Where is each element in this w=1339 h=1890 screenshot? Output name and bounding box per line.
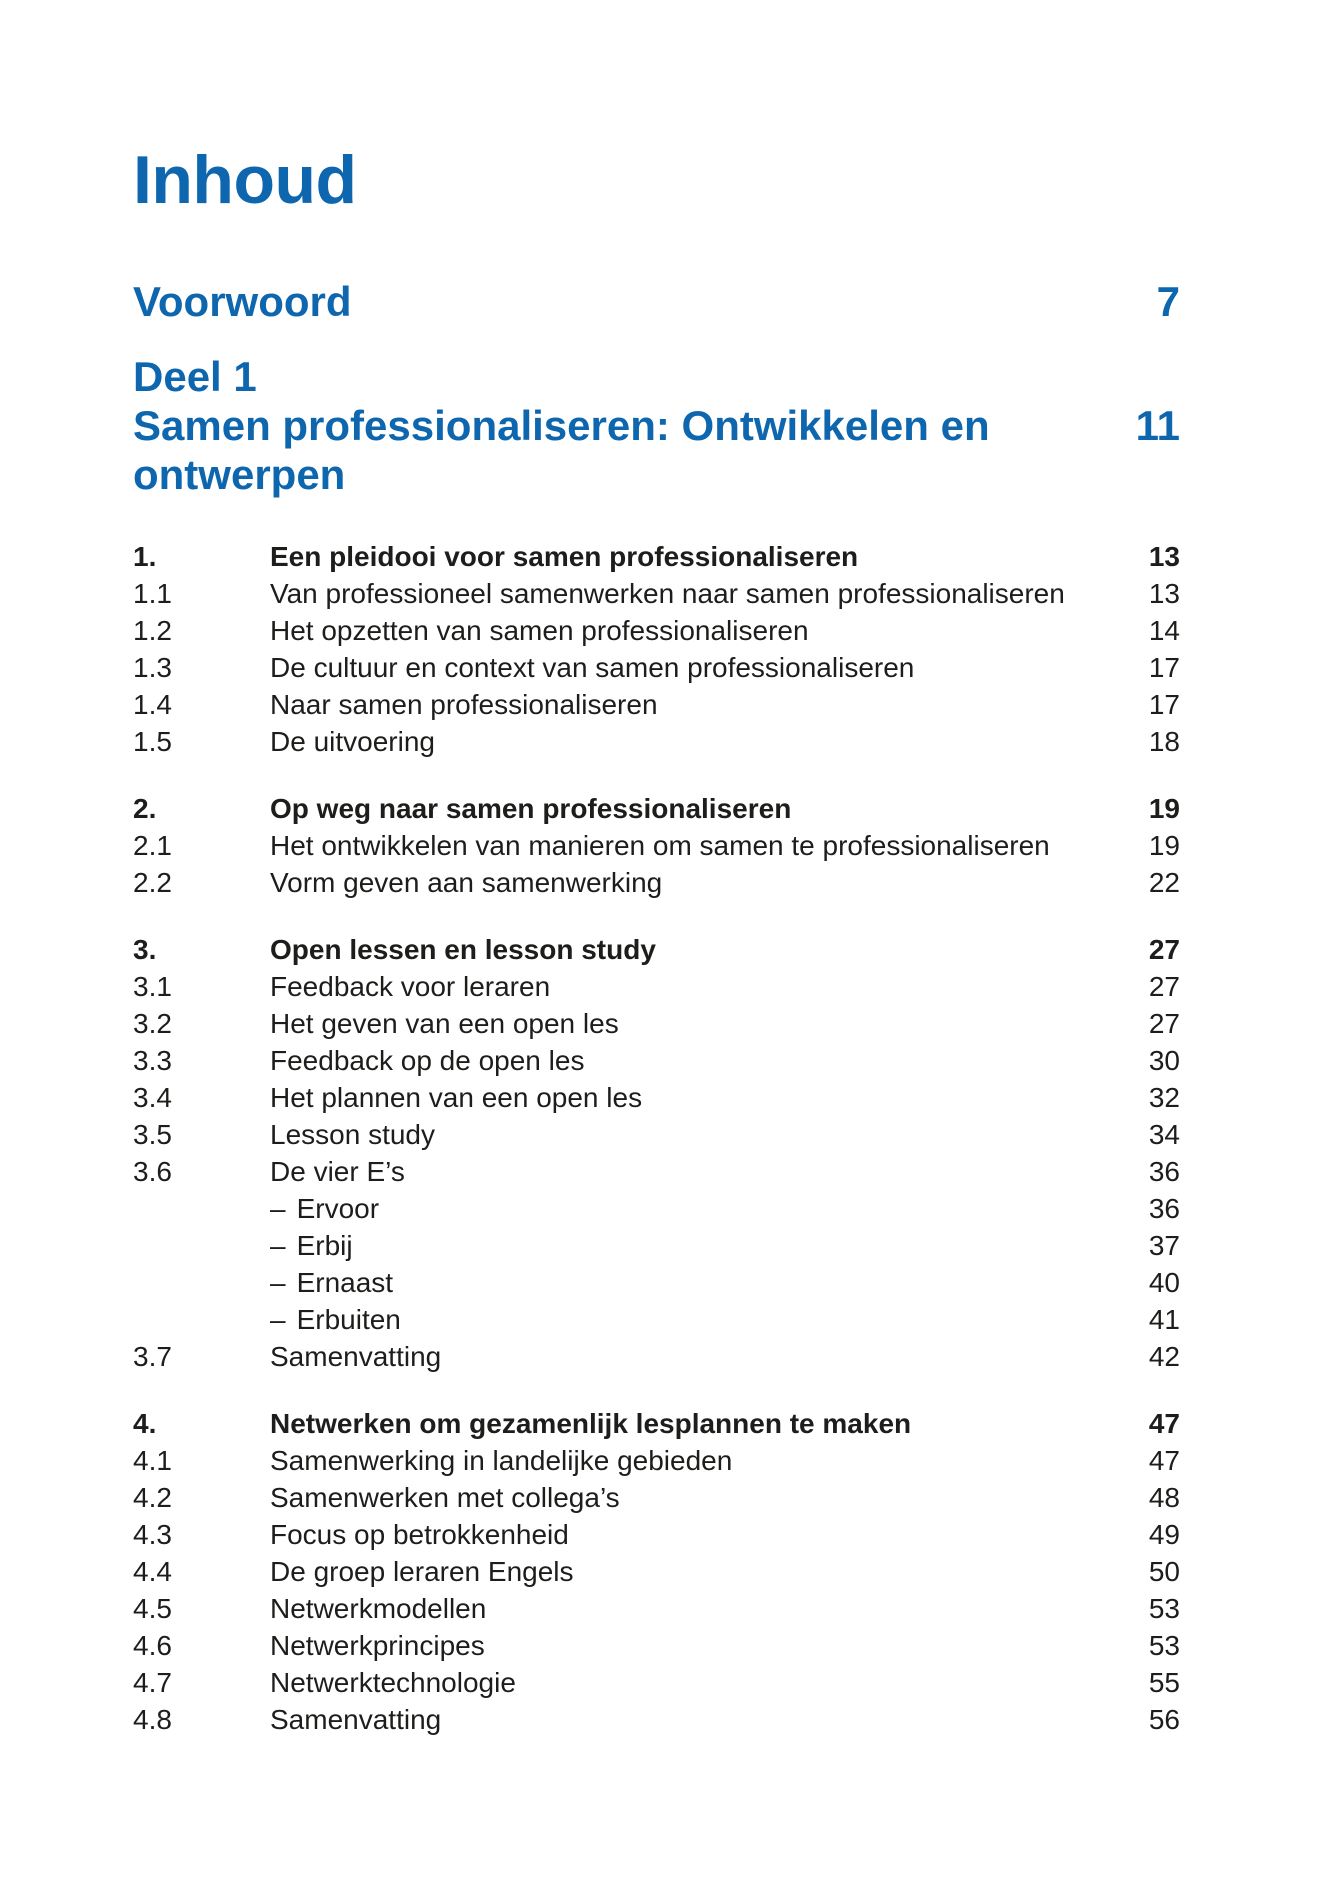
toc-section-row (133, 612, 1180, 649)
toc-entry-number: 2.2 (133, 867, 172, 898)
toc-entry-number: 1.4 (133, 689, 172, 720)
bullet-dash: – (270, 1230, 286, 1261)
part-label: Deel 1 (133, 353, 257, 400)
toc-entry-number: 1.3 (133, 652, 172, 683)
toc-entry-number: 3.3 (133, 1045, 172, 1076)
toc-entry-title: De groep leraren Engels (270, 1556, 574, 1587)
toc-section-row (133, 1479, 1180, 1516)
toc-entry-title: Netwerkmodellen (270, 1593, 487, 1624)
toc-entry-number: 1.2 (133, 615, 172, 646)
bullet-dash: – (270, 1267, 286, 1298)
toc-entry-title: Samenwerking in landelijke gebieden (270, 1445, 733, 1476)
toc-section-row (133, 827, 1180, 864)
toc-section-row (133, 1701, 1180, 1738)
toc-entry-number: 1. (133, 541, 157, 572)
toc-entry-page-number: 50 (1148, 1556, 1180, 1587)
toc-entry-page-number: 40 (1148, 1267, 1180, 1298)
toc-entry-title: Samenvatting (270, 1704, 442, 1735)
toc-section-row (133, 1153, 1180, 1190)
toc-chapter-row (133, 931, 1180, 968)
toc-entry-title: Netwerkprincipes (270, 1630, 485, 1661)
toc-section-row (133, 1664, 1180, 1701)
toc-entry-title: Het opzetten van samen professionaliseren (270, 615, 809, 646)
toc-chapter-row (133, 1405, 1180, 1442)
toc-chapter-group (133, 790, 1180, 901)
toc-entry-page-number: 47 (1148, 1408, 1180, 1439)
toc-chapter-group (133, 538, 1180, 760)
toc-entry-page-number: 27 (1148, 1008, 1180, 1039)
toc-entry-page-number: 17 (1148, 689, 1180, 720)
toc-entry-page-number: 19 (1148, 793, 1180, 824)
toc-entry-title: Feedback op de open les (270, 1045, 585, 1076)
toc-entry-page-number: 22 (1148, 867, 1180, 898)
toc-bullet-row (133, 1301, 1180, 1338)
toc-entry-title: Samenvatting (270, 1341, 442, 1372)
toc-entry-number: 3.6 (133, 1156, 172, 1187)
toc-section-row (133, 1042, 1180, 1079)
toc-entry-page-number: 48 (1148, 1482, 1180, 1513)
toc-bullet-row (133, 1264, 1180, 1301)
toc-entry-page-number: 30 (1148, 1045, 1180, 1076)
toc-entry-number: 4.7 (133, 1667, 172, 1698)
toc-entry-title: Naar samen professionaliseren (270, 689, 658, 720)
toc-entry-number: 4.4 (133, 1556, 172, 1587)
toc-entry-page-number: 56 (1148, 1704, 1180, 1735)
toc-entry-number: 3.5 (133, 1119, 172, 1150)
toc-entry-page-number: 27 (1148, 971, 1180, 1002)
toc-section-row (133, 1553, 1180, 1590)
toc-entry-title: – Erbuiten (270, 1301, 1125, 1338)
toc-entry-page-number: 32 (1148, 1082, 1180, 1113)
toc-chapter-row (133, 790, 1180, 827)
toc-entry-title: De vier E’s (270, 1156, 405, 1187)
toc-chapter-group (133, 1405, 1180, 1738)
toc-entry-number: 1.5 (133, 726, 172, 757)
toc-entry-title: De cultuur en context van samen professionaliseren (270, 652, 915, 683)
toc-entry-page-number: 14 (1148, 615, 1180, 646)
toc-entry-page-number: 55 (1148, 1667, 1180, 1698)
toc-entry-page-number: 53 (1148, 1593, 1180, 1624)
frontmatter-row (133, 278, 1180, 325)
toc-entry-title: Netwerktechnologie (270, 1667, 516, 1698)
toc-entry-number: 4. (133, 1408, 157, 1439)
toc-section-row (133, 1590, 1180, 1627)
toc-entry-number: 4.3 (133, 1519, 172, 1550)
toc-entry-title: Een pleidooi voor samen professionaliseren (270, 541, 859, 572)
part-page-number: 11 (1135, 402, 1180, 449)
toc-section-row (133, 1338, 1180, 1375)
toc-entry-page-number: 37 (1148, 1230, 1180, 1261)
toc-bullet-row (133, 1227, 1180, 1264)
toc-section-row (133, 723, 1180, 760)
toc-entry-page-number: 53 (1148, 1630, 1180, 1661)
toc-entry-title: Van professioneel samenwerken naar samen professionaliseren (270, 578, 1065, 609)
toc-section-row (133, 1627, 1180, 1664)
toc-entry-number: 4.8 (133, 1704, 172, 1735)
part-heading (133, 352, 1180, 499)
toc-list (133, 538, 1180, 1738)
toc-entry-title: Het plannen van een open les (270, 1082, 643, 1113)
toc-entry-title: Vorm geven aan samenwerking (270, 867, 663, 898)
bullet-dash: – (270, 1193, 286, 1224)
toc-section-row (133, 575, 1180, 612)
toc-bullet-row (133, 1190, 1180, 1227)
toc-entry-title: Netwerken om gezamenlijk lesplannen te maken (270, 1408, 912, 1439)
toc-section-row (133, 864, 1180, 901)
toc-section-row (133, 1005, 1180, 1042)
toc-entry-page-number: 47 (1148, 1445, 1180, 1476)
bullet-dash: – (270, 1304, 286, 1335)
toc-entry-page-number: 17 (1148, 652, 1180, 683)
toc-entry-title: – Erbij (270, 1227, 1125, 1264)
toc-entry-title: Op weg naar samen professionaliseren (270, 793, 792, 824)
part-title: Samen professionaliseren: Ontwikkelen en ontwerpen (133, 402, 990, 498)
toc-entry-title: Focus op betrokkenheid (270, 1519, 569, 1550)
toc-section-row (133, 1516, 1180, 1553)
toc-entry-title: Samenwerken met collega’s (270, 1482, 620, 1513)
toc-entry-number: 4.6 (133, 1630, 172, 1661)
toc-entry-page-number: 27 (1148, 934, 1180, 965)
toc-entry-page-number: 49 (1148, 1519, 1180, 1550)
toc-section-row (133, 649, 1180, 686)
toc-entry-number: 4.1 (133, 1445, 172, 1476)
toc-entry-number: 2. (133, 793, 157, 824)
toc-entry-page-number: 36 (1148, 1193, 1180, 1224)
toc-entry-title: Het ontwikkelen van manieren om samen te professionaliseren (270, 830, 1050, 861)
toc-section-row (133, 1079, 1180, 1116)
toc-entry-number: 4.5 (133, 1593, 172, 1624)
toc-entry-title: Open lessen en lesson study (270, 934, 656, 965)
toc-entry-page-number: 41 (1148, 1304, 1180, 1335)
toc-section-row (133, 686, 1180, 723)
toc-section-row (133, 968, 1180, 1005)
toc-entry-number: 3.1 (133, 971, 172, 1002)
toc-entry-page-number: 19 (1148, 830, 1180, 861)
toc-entry-page-number: 13 (1148, 541, 1180, 572)
toc-entry-number: 3. (133, 934, 157, 965)
frontmatter-label: Voorwoord (133, 278, 352, 325)
toc-entry-number: 3.2 (133, 1008, 172, 1039)
toc-entry-page-number: 18 (1148, 726, 1180, 757)
toc-entry-number: 1.1 (133, 578, 172, 609)
toc-section-row (133, 1116, 1180, 1153)
toc-entry-title: Lesson study (270, 1119, 435, 1150)
page-title: Inhoud (133, 142, 357, 218)
toc-entry-title: Het geven van een open les (270, 1008, 619, 1039)
toc-entry-number: 2.1 (133, 830, 172, 861)
toc-entry-title: De uitvoering (270, 726, 435, 757)
toc-entry-number: 3.7 (133, 1341, 172, 1372)
toc-entry-page-number: 13 (1148, 578, 1180, 609)
toc-chapter-group (133, 931, 1180, 1375)
toc-entry-page-number: 36 (1148, 1156, 1180, 1187)
toc-chapter-row (133, 538, 1180, 575)
toc-entry-title: – Ervoor (270, 1190, 1125, 1227)
toc-entry-title: Feedback voor leraren (270, 971, 551, 1002)
frontmatter-page-number: 7 (1156, 278, 1180, 325)
toc-entry-title: – Ernaast (270, 1264, 1125, 1301)
toc-entry-page-number: 34 (1148, 1119, 1180, 1150)
toc-entry-page-number: 42 (1148, 1341, 1180, 1372)
toc-entry-number: 3.4 (133, 1082, 172, 1113)
toc-section-row (133, 1442, 1180, 1479)
toc-entry-number: 4.2 (133, 1482, 172, 1513)
